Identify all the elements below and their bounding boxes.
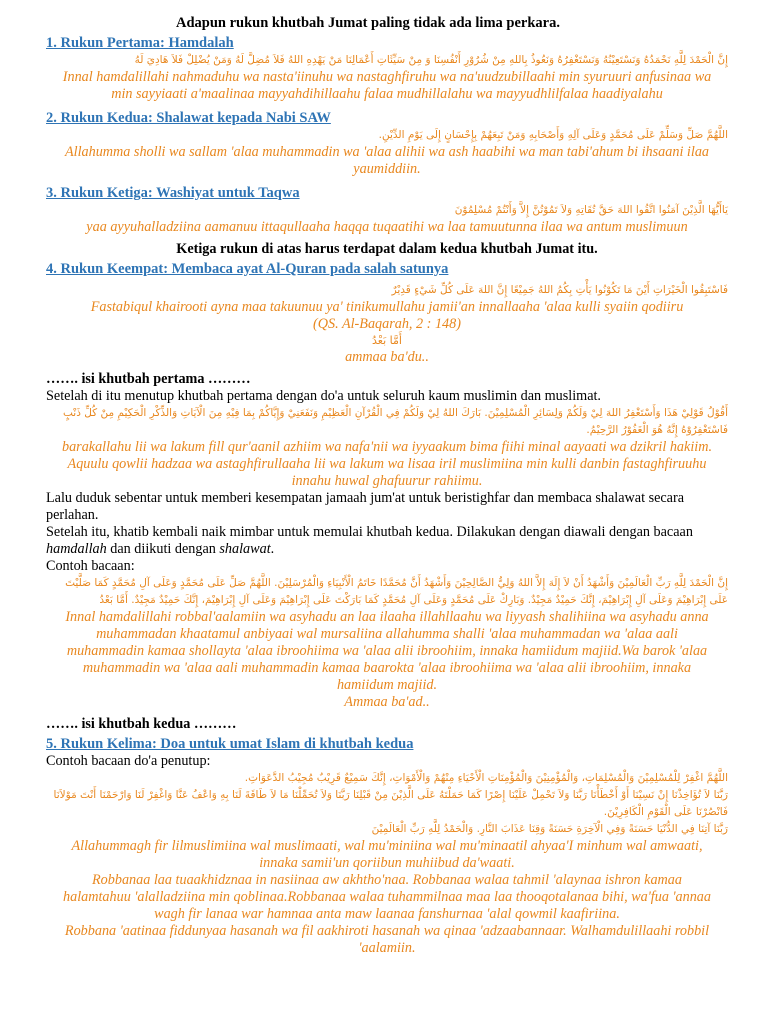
opening-2-latin: Innal hamdalillahi robbal'aalamiin wa asyhadu an laa ilaaha illahllaahu wa liyyash shalihiina wa asyhadu anna muhammadan khaatamul anbiyaai wal mursaliina allahumma shalli 'alaa muhammadan wa 'alaa aali muhammadin kamaa shollayta 'alaa ibroohiima wa 'alaa alii ibroohiim, innaka hamiidum majiid.Wa barok 'alaa muhammadin wa 'alaa aali muhammadin kamaa baarokta 'alaa ibroohiima wa 'alaa alii ibroohiim, innaka hamiidum majiid. [65, 609, 709, 693]
rukun-4-latin: Fastabiqul khairooti ayna maa takuunuu ya' tinikumullahu jamii'an innallaaha 'alaa kulli syaiin qodiiru [90, 299, 684, 315]
contoh-bacaan-label: Contoh bacaan: [46, 558, 135, 574]
closing-arabic: أَقُوْلُ قَوْلِيْ هَذَا وَأَسْتَغْفِرُ اللهَ لِيْ وَلَكُمْ وَلِسَائِرِ الْمُسْلِمِيْنَ. بَارَكَ اللهُ لِيْ وَلَكُمْ فِي الْقُرْآنِ الْعَظِيْمِ وَنَفَعَنِيْ وَإِيَّاكُمْ بِمَا فِيْهِ مِنَ الْآيَاتِ وَالذِّكْرِ الْحَكِيْمِ مِنْ كُلِّ ذَنْبٍ فَاسْتَغْفِرُوْهُ إِنَّهُ هُوَ الْغَفُوْرُ الرَّحِيْمُ. [62, 407, 728, 436]
opening-2-arabic: إِنَّ الْحَمْدَ لِلَّهِ رَبِّ الْعَالَمِيْنَ وَأَشْهَدُ أَنْ لاَ إِلَهَ إِلاَّ اللهُ وَلِيُّ الصَّالِحِيْنَ وَأَشْهَدُ أَنَّ مُحَمَّدًا خَاتَمُ الْأَنْبِيَاءِ وَالْمُرْسَلِيْنَ. اللَّهُمَّ صَلِّ عَلَى مُحَمَّدٍ وَعَلَى آلِ مُحَمَّدٍ كَمَا صَلَّيْتَ عَلَى إِبْرَاهِيْمَ وَعَلَى آلِ إِبْرَاهِيْمَ، إِنَّكَ حَمِيْدٌ مَجِيْدٌ. وَبَارِكْ عَلَى مُحَمَّدٍ وَعَلَى آلِ مُحَمَّدٍ كَمَا بَارَكْتَ عَلَى إِبْرَاهِيْمَ وَعَلَى آلِ إِبْرَاهِيْمَ، إِنَّكَ حَمِيْدٌ مَجِيْدٌ. أَمَّا بَعْدُ [65, 577, 728, 606]
ammaa-badu-arabic: أَمَّا بَعْدُ [372, 334, 402, 347]
middle-note: Ketiga rukun di atas harus terdapat dalam kedua khutbah Jumat itu. [176, 241, 598, 257]
doa-latin-2: Robbanaa laa tuaakhidznaa in nasiinaa aw akhtho'naa. Robbanaa walaa tahmil 'alaynaa ishron kamaa halamtahuu 'alalladziina min qoblinaa.Robbanaa walaa tuhammilnaa maa laa thooqotalanaa bihi, wa'fua 'annaa wagh fir lanaa war hamnaa anta maw laanaa fanshurnaa 'alal qowmil kaafiriina. [63, 872, 711, 922]
doa-penutup-label: Contoh bacaan do'a penutup: [46, 753, 211, 769]
rukun-1-arabic: إِنَّ الْحَمْدَ لِلَّهِ نَحْمَدُهُ وَنَسْتَعِيْنُهُ وَنَسْتَغْفِرُهُ وَنَعُوذُ بِاللهِ مِنْ شُرُوْرِ أَنْفُسِنَا وَ مِنْ سَيِّئَاتِ أَعْمَالِنَا مَنْ يَهْدِهِ اللهُ فَلاَ مُضِلَّ لَهُ وَمَنْ يُضْلِلْ فَلاَ هَادِيَ لَهُ [134, 54, 728, 66]
rukun-4-reference: (QS. Al-Baqarah, 2 : 148) [313, 316, 461, 332]
rukun-2-latin: Allahumma sholli wa sallam 'alaa muhammadin wa 'alaa alihii wa ash haabihi wa man tabi'ahum bi ihsaani ilaa yaumiddiin. [64, 144, 710, 177]
doa-arabic-3: رَبَّنَا آتِنَا فِي الدُّنْيَا حَسَنَةً وَفِي الْآخِرَةِ حَسَنَةً وَقِنَا عَذَابَ النَّارِ. وَالْحَمْدُ لِلَّهِ رَبِّ الْعَالَمِيْنَ [371, 823, 728, 835]
isi-khutbah-kedua: ……. isi khutbah kedua ……… [46, 716, 237, 732]
isi-khutbah-pertama: ……. isi khutbah pertama ……… [46, 371, 251, 387]
paragraph-duduk: Lalu duduk sebentar untuk memberi kesempatan jamaah jum'at untuk beristighfar dan membaca shalawat secara perlahan. [46, 490, 685, 523]
closing-intro: Setelah di itu menutup khutbah pertama dengan do'a untuk seluruh kaum muslimin dan muslimat. [46, 388, 601, 404]
doa-arabic-1: اللَّهُمَّ اغْفِرْ لِلْمُسْلِمِيْنَ وَالْمُسْلِمَاتِ، وَالْمُؤْمِنِيْنَ وَالْمُؤْمِنَاتِ الْأَحْيَاءِ مِنْهُمْ وَالْأَمْوَاتِ، إِنَّكَ سَمِيْعٌ قَرِيْبٌ مُجِيْبُ الدَّعَوَاتِ. [244, 772, 728, 784]
ammaa-badu-latin: ammaa ba'du.. [345, 349, 429, 365]
ammaa-badu-2: Ammaa ba'ad.. [344, 694, 430, 710]
closing-latin: barakallahu lii wa lakum fill qur'aanil azhiim wa nafa'nii wa iyyaakum bima fiihi minal aayaati wa dzikril hakiim. Aquulu qowlii hadzaa wa astaghfirullaaha lii wa lakum wa lisaa iril muslimiina min kulli danbin fastaghfiruuhu innahu huwal ghafuurur rahiimu. [61, 439, 712, 489]
doa-latin-3: Robbana 'aatinaa fiddunyaa hasanah wa fil aakhiroti hasanah wa qinaa 'adzaabannaar. Walhamdulillaahi robbil 'aalamiin. [64, 923, 710, 956]
rukun-4-arabic: فَاسْتَبِقُوا الْخَيْرَاتِ أَيْنَ مَا تَكُوْنُوا يَأْتِ بِكُمُ اللهُ جَمِيْعًا إِنَّ اللهَ عَلَى كُلِّ شَيْءٍ قَدِيْرٌ [391, 284, 728, 296]
rukun-4-heading: 4. Rukun Keempat: Membaca ayat Al-Quran pada salah satunya [46, 261, 449, 277]
rukun-1-heading: 1. Rukun Pertama: Hamdalah [46, 35, 234, 51]
paragraph-khutbah-kedua: Setelah itu, khatib kembali naik mimbar untuk memulai khutbah kedua. Dilakukan dengan diawali dengan bacaan hamdallah dan diikuti dengan shalawat. [46, 524, 693, 557]
rukun-3-heading: 3. Rukun Ketiga: Washiyat untuk Taqwa [46, 185, 300, 201]
rukun-1-latin: Innal hamdalillahi nahmaduhu wa nasta'iinuhu wa nastaghfiruhu wa na'uudzubillaahi min syuruuri anfusinaa wa min sayyiaati a'maalinaa mayyahdihillaahu falaa mudhillalahu wa mayyudhlilfalaa haadiyalahu [62, 69, 712, 102]
page-title: Adapun rukun khutbah Jumat paling tidak ada lima perkara. [176, 15, 560, 31]
rukun-2-arabic: اللَّهُمَّ صَلِّ وَسَلِّمْ عَلَى مُحَمَّدٍ وَعَلَى آلِهِ وَأَصْحَابِهِ وَمَنْ تَبِعَهُمْ بِإِحْسَانٍ إِلَى يَوْمِ الدِّيْنِ. [378, 129, 728, 141]
doa-latin-1: Allahummagh fir lilmuslimiina wal muslimaati, wal mu'miniina wal mu'minaatil ahyaa'I minhum wal amwaati, innaka samii'un qoriibun muhiibud da'waati. [71, 838, 703, 871]
rukun-3-latin: yaa ayyuhalladziina aamanuu ittaqullaaha haqqa tuqaatihi wa laa tamuutunna ilaa wa antum muslimuun [86, 219, 688, 235]
rukun-3-arabic: يَاأَيُّهَا الَّذِيْنَ آمَنُوا اتَّقُوا اللهَ حَقَّ تُقَاتِهِ وَلاَ تَمُوْتُنَّ إِلاَّ وَأَنْتُمْ مُسْلِمُوْنَ [454, 204, 728, 216]
rukun-2-heading: 2. Rukun Kedua: Shalawat kepada Nabi SAW [46, 110, 331, 126]
doa-arabic-2: رَبَّنَا لاَ تُؤَاخِذْنَا إِنْ نَسِيْنَا أَوْ أَخْطَأْنَا رَبَّنَا وَلاَ تَحْمِلْ عَلَيْنَا إِصْرًا كَمَا حَمَلْتَهُ عَلَى الَّذِيْنَ مِنْ قَبْلِنَا رَبَّنَا وَلاَ تُحَمِّلْنَا مَا لاَ طَاقَةَ لَنَا بِهِ وَاعْفُ عَنَّا وَاغْفِرْ لَنَا وَارْحَمْنَا أَنْتَ مَوْلاَنَا فَانْصُرْنَا عَلَى الْقَوْمِ الْكَافِرِيْنَ. [53, 789, 728, 818]
rukun-5-heading: 5. Rukun Kelima: Doa untuk umat Islam di khutbah kedua [46, 736, 414, 752]
